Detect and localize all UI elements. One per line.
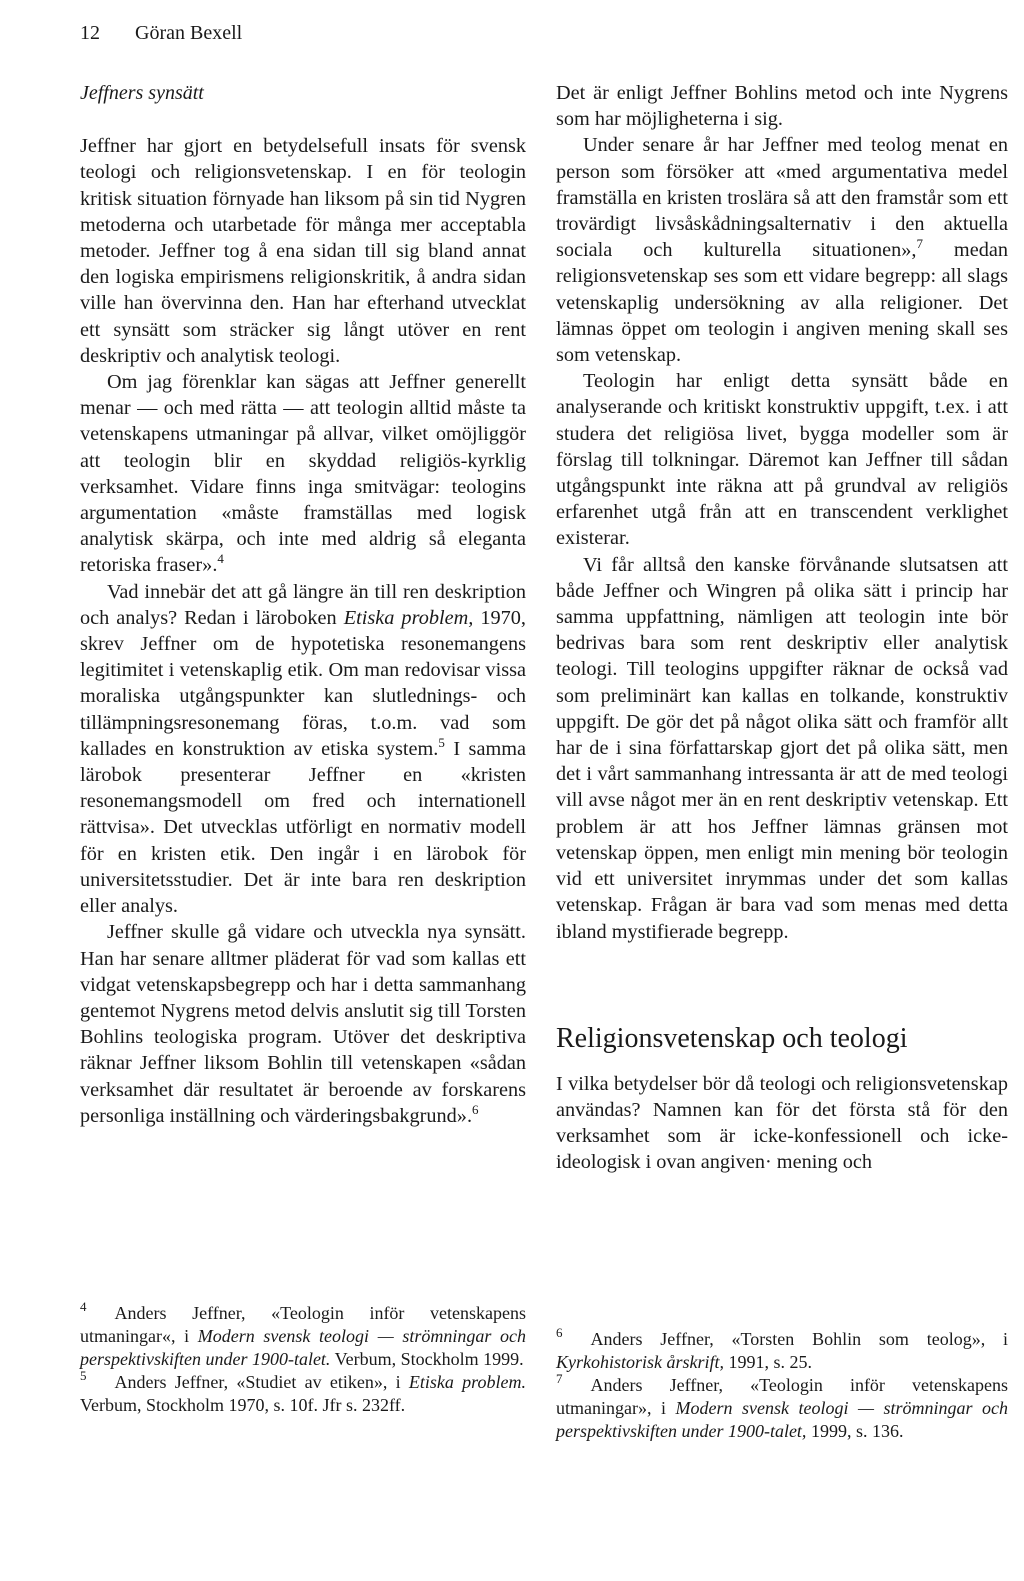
footnotes-left bbox=[80, 1299, 526, 1417]
right-column bbox=[556, 80, 1008, 1176]
left-column bbox=[80, 80, 526, 1129]
footnote-text: 1999, s. 136. bbox=[806, 1421, 904, 1441]
book-title: Etiska problem, bbox=[343, 606, 474, 629]
running-header bbox=[80, 22, 242, 45]
footnote-number: 5 bbox=[80, 1368, 87, 1383]
footnote-title: Kyrkohistorisk årskrift, bbox=[556, 1352, 725, 1372]
paragraph bbox=[80, 369, 526, 579]
footnote-text: Verbum, Stockholm 1970, s. 10f. Jfr s. 232ff. bbox=[80, 1395, 406, 1415]
paragraph-text: medan religionsvetenskap ses som ett vidare begrepp: all slags vetenskaplig undersökning av alla religioner. Det lämnas öppet om teologin i angiven mening skall ses som vetenskap. bbox=[556, 239, 1008, 367]
footnote-title: Etiska problem. bbox=[408, 1372, 526, 1392]
footnote bbox=[556, 1371, 1009, 1443]
footnote-title: Modern svensk teologi — strömningar och perspektivskiften under 1900-talet, bbox=[556, 1398, 1009, 1441]
footnote-text: Anders Jeffner, «Teologin inför vetenskapens utmaningar», i bbox=[556, 1375, 1008, 1418]
footnote-ref[interactable]: 7 bbox=[916, 236, 923, 252]
paragraph bbox=[80, 579, 526, 920]
paragraph-text: Vad innebär det att gå längre än till ren deskription och analys? Redan i läroboken bbox=[80, 580, 526, 629]
running-header-author: Göran Bexell bbox=[135, 22, 243, 44]
footnote bbox=[80, 1368, 526, 1417]
footnotes-right bbox=[556, 1325, 1009, 1443]
paragraph-text: Om jag förenklar kan sägas att Jeffner generellt menar — och med rätta — att teologin alltid måste ta vetenskapens utmaningar på allvar, vilket omöjliggör att teologin blir en skyddad religiös-kyrklig verksamhet. Vidare finns inga smitvägar: teologins argumentation «måste framställas med logisk analytisk skärpa, och inte med aldrig så eleganta retoriska fraser». bbox=[80, 371, 526, 577]
paragraph bbox=[556, 132, 1008, 368]
paragraph: I vilka betydelser bör då teologi och religionsvetenskap användas? Namnen kan för det första stå för den verksamhet som är icke-konfessionell och icke-ideologisk i ovan angiven· mening och bbox=[556, 1072, 1008, 1174]
footnote-title: Modern svensk teologi — strömningar och perspektivskiften under 1900-talet. bbox=[80, 1326, 526, 1369]
footnote-ref[interactable]: 4 bbox=[217, 551, 224, 567]
footnote-text: Anders Jeffner, «Studiet av etiken», i bbox=[114, 1372, 409, 1392]
paragraph: Jeffner har gjort en betydelsefull insats för svensk teologi och religionsvetenskap. I en för teologin kritisk situation förnyade han liksom på sin tid Nygren metoderna och utarbetade för många mer acceptabla metoder. Jeffner tog å ena sidan till sig bland annat den logiska empirismens religionskritik, å andra sidan ville han övervinna den. Han har efterhand utvecklat ett synsätt som sträcker sig långt utöver en rent deskriptiv och analytisk teologi. bbox=[80, 135, 526, 367]
paragraph-text: Jeffner skulle gå vidare och utveckla nya synsätt. Han har senare alltmer pläderat för vad som kallas ett vidgat vetenskapsbegrepp och har i detta sammanhang gentemot Nygrens metod delvis anslutit sig till Torsten Bohlins teologiska program. Utöver det deskriptiva räknar Jeffner liksom Bohlin till vetenskapen «sådan verksamhet där resultatet är beroende av forskarens personliga inställning och värderingsbakgrund». bbox=[80, 921, 526, 1127]
footnote-number: 7 bbox=[556, 1371, 563, 1386]
footnote-text: Anders Jeffner, «Torsten Bohlin som teolog», i bbox=[590, 1329, 1008, 1349]
footnote-number: 4 bbox=[80, 1299, 87, 1314]
paragraph-text: Under senare år har Jeffner med teolog menat en person som försöker att «med argumentativa medel framställa en kristen troslära så att den framstår som ett trovärdigt livsåskådningsalternativ i den aktuella sociala och kulturella situationen», bbox=[556, 134, 1008, 262]
paragraph-text: I samma lärobok presenterar Jeffner en «kristen resonemangsmodell om fred och internationell rättvisa». Det utvecklas utförligt en normativ modell för en kristen etik. Den ingår i en lärobok för universitetsstudier. Det är inte bara ren deskription eller analys. bbox=[80, 737, 527, 918]
footnote-ref[interactable]: 6 bbox=[472, 1101, 479, 1117]
footnote-text: 1991, s. 25. bbox=[724, 1352, 813, 1372]
section-title: Jeffners synsätt bbox=[80, 82, 204, 104]
footnote-number: 6 bbox=[556, 1325, 563, 1340]
footnote-ref[interactable]: 5 bbox=[438, 734, 445, 750]
footnote-text: Verbum, Stockholm 1999. bbox=[330, 1349, 524, 1369]
footnote bbox=[556, 1325, 1008, 1374]
page-number: 12 bbox=[80, 22, 100, 44]
paragraph: Det är enligt Jeffner Bohlins metod och inte Nygrens som har möjligheterna i sig. bbox=[556, 82, 1008, 131]
paragraph bbox=[80, 919, 526, 1129]
section-heading: Religionsvetenskap och teologi bbox=[556, 1022, 908, 1054]
footnote bbox=[80, 1299, 526, 1371]
footnote-text: Anders Jeffner, «Teologin inför vetenskapens utmaningar«, i bbox=[80, 1303, 526, 1346]
paragraph: Vi får alltså den kanske förvånande slutsatsen att både Jeffner och Wingren på olika sätt i princip har samma uppfattning, nämligen att teologin inte bör bedrivas bara som rent deskriptiv eller analytisk teologi. Till teologins uppgifter räknar de också vad som preliminärt kan kallas en tolkande, konstruktiv uppgift. De gör det på något olika sätt och framför allt har de i sina författarskap gjort det på olika sätt, men det i vårt sammanhang intressanta är att de med teologi vill avse något mer än en rent deskriptiv vetenskap. Ett problem är att hos Jeffner lämnas gränsen mot vetenskap öppen, men enligt min mening bör teologin vid ett universitet inrymmas under det som kallas vetenskap. Frågan är bara vad som menas med detta ibland mystifierade begrepp. bbox=[556, 553, 1008, 943]
paragraph-text: 1970, skrev Jeffner om de hypotetiska resonemangens legitimitet i vetenskaplig etik. Om man redovisar vissa moraliska utgångspunkter kan slutlednings- och tillämpningsresonemang föras, t.o.m. vad som kallades en konstruktion av etiska system. bbox=[80, 606, 526, 760]
paragraph: Teologin har enligt detta synsätt både en analyserande och kritiskt konstruktiv uppgift, t.ex. i att studera det religiösa livet, bygga modeller som är förslag till tolkningar. Däremot kan Jeffner till sådan utgångspunkt inte räkna att på grundval av religiös erfarenhet utgå från att en transcendent verklighet existerar. bbox=[556, 370, 1008, 550]
